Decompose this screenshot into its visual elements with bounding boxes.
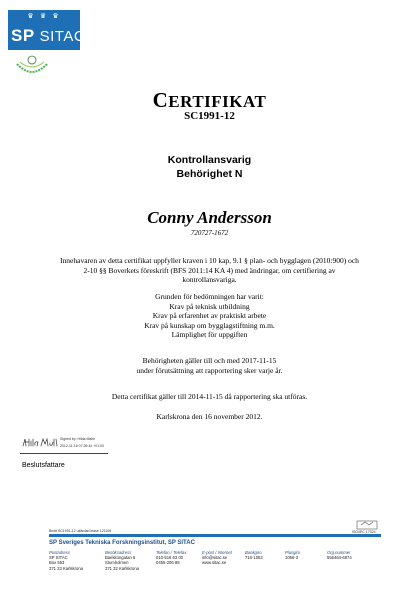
handwritten-signature	[22, 437, 60, 449]
place-date: Karlskrona den 16 november 2012.	[156, 412, 263, 421]
footer-column-line: 010-516 63 00	[156, 555, 184, 561]
holder-name: Conny Andersson	[147, 208, 272, 227]
basis-item: Krav på teknisk utbildning	[169, 301, 250, 311]
basis-intro: Grunden för bedömningen har varit:	[155, 292, 264, 301]
footer-column-phone	[156, 550, 186, 566]
three-crowns-icon: ♛ ♛ ♛	[27, 12, 61, 20]
iso-standard: ISO/IEC 17024	[352, 530, 376, 534]
basis-item: Krav på kunskap om bygglagstiftning m.m.	[144, 320, 275, 330]
signature-timestamp: 2012-11-16 07:26:44 +01:00	[60, 444, 105, 448]
footer-column-header: E-post / Internet	[202, 550, 232, 555]
holder-id: 720727-1672	[190, 229, 229, 237]
footer-column-email	[202, 550, 232, 566]
footer-column-line: www.sitac.se	[202, 560, 227, 566]
swedac-accreditation-icon	[355, 520, 379, 530]
title-rest: ERTIFIKAT	[168, 92, 267, 111]
signed-by: Signed by: Hilda Malm	[60, 437, 96, 441]
assessment-basis	[0, 292, 419, 340]
footer-rule	[49, 534, 381, 537]
logo-sitac: SITAC	[39, 28, 86, 45]
footer-column-line: 0455-206 88	[156, 560, 180, 566]
certificate-number: SC1991-12	[184, 110, 235, 122]
signer-role: Beslutsfattare	[22, 462, 65, 469]
title-initial: C	[152, 88, 169, 112]
footer-column-visit	[105, 550, 139, 571]
footer-column-line: 1056-3	[285, 555, 299, 561]
logo-sp: SP	[11, 26, 35, 45]
footer-column-line: 371 32 Karlskrona	[105, 565, 139, 571]
footer-column-header: Telefon / Telefax	[156, 550, 187, 555]
footer-column-header: Postadress	[49, 550, 70, 555]
footer-column-line: 371 23 Karlskrona	[49, 565, 83, 571]
footer-column-line: SP SITAC	[49, 555, 68, 561]
document-reference: Bmitt SC1991-12 utfärdad lease 121106	[49, 529, 112, 533]
footer-column-header: Org.nummer	[327, 550, 351, 555]
footer-column-line: Box 553	[49, 560, 65, 566]
footer-column-header: Besöksadress	[105, 550, 132, 555]
certificate-authority: Behörighet N	[176, 168, 243, 180]
certificate-paragraph: Innehavaren av detta certifikat uppfyller kraven i 10 kap, 9.1 § plan- och bygglagen (2010:900) och 2-10 §§ Boverkets föreskrift (BFS 2011:14 KA 4) med ändringar, om certifiering av kontrollansvariga.	[60, 256, 359, 284]
footer-column-plusgiro	[285, 550, 300, 560]
footer-column-line: info@sitac.se	[202, 555, 228, 561]
footer-organization: SP Sveriges Tekniska Forskningsinstitut, SP SITAC	[49, 540, 195, 546]
footer-column-line: Baekkongatan 6	[105, 555, 136, 561]
footer-column-postal	[49, 550, 83, 571]
footer-column-line: 716-1053	[245, 555, 263, 561]
basis-item: Krav på erfarenhet av praktiskt arbete	[152, 311, 267, 320]
basis-item: Lämplighet för uppgiften	[171, 330, 248, 339]
validity-condition: under förutsättning att rapportering sker varje år.	[136, 365, 283, 375]
accreditation-seal-icon	[14, 50, 50, 76]
footer-column-orgnr	[327, 550, 352, 560]
footer-column-line: Stumholmen	[105, 560, 129, 566]
validity-line: Behörigheten gäller till och med 2017-11-15	[142, 356, 277, 365]
sp-sitac-logo	[8, 10, 86, 50]
certificate-role: Kontrollansvarig	[167, 154, 252, 166]
footer-column-header: Bankgiro	[245, 550, 262, 555]
validity-block	[0, 356, 419, 375]
footer-column-bankgiro	[245, 550, 263, 560]
footer-column-header: Plusgiro	[285, 550, 301, 555]
footer-column-line: 556464-6874	[327, 555, 352, 561]
signature-line	[20, 453, 108, 454]
certificate-validity: Detta certifikat gäller till 2014-11-15 då rapportering ska utföras.	[111, 392, 308, 401]
logo-text	[11, 26, 85, 46]
